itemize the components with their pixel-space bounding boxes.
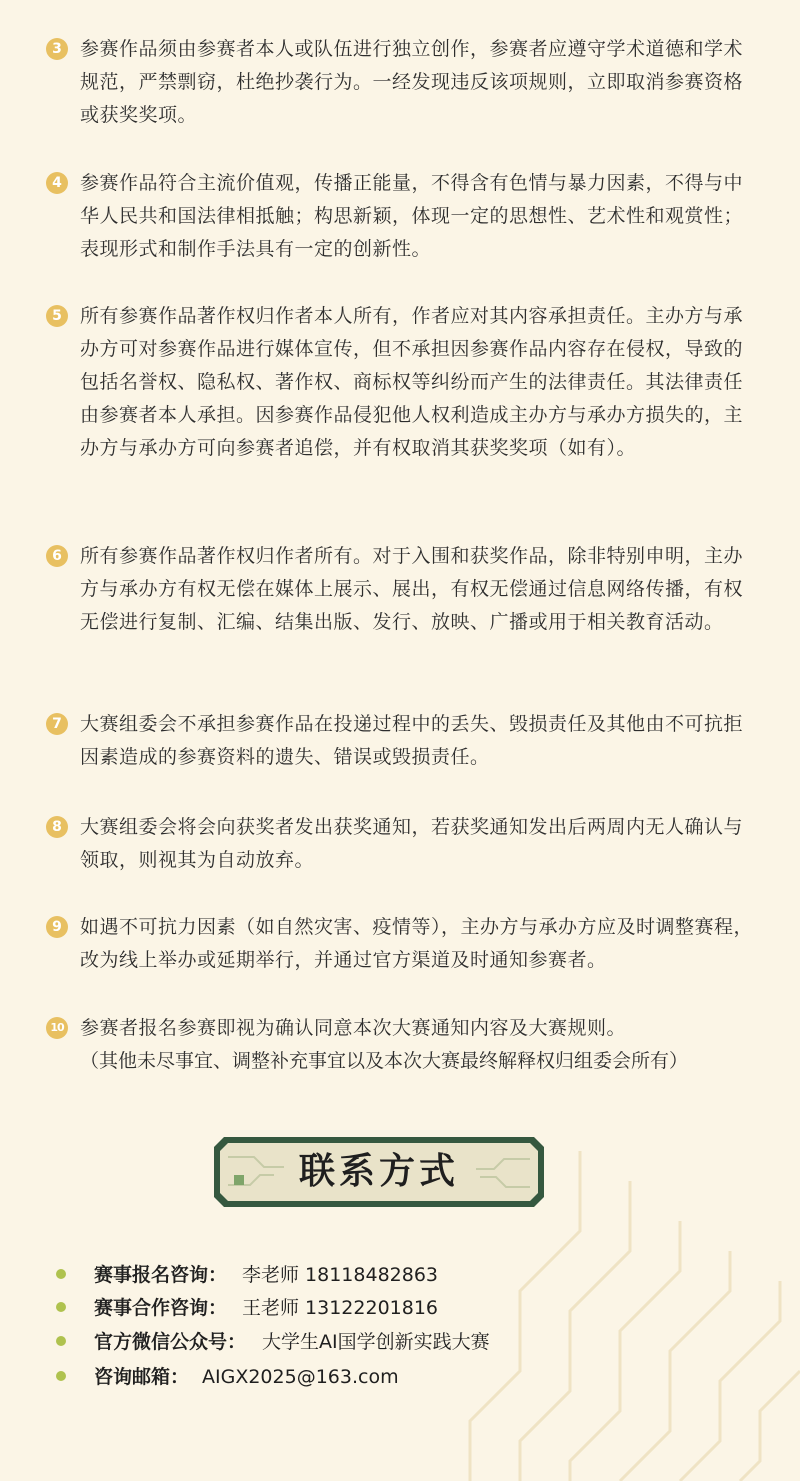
rule-text: 如遇不可抗力因素（如自然灾害、疫情等），主办方与承办方应及时调整赛程，改为线上举办或延期举行，并通过官方渠道及时通知参赛者。 bbox=[80, 916, 754, 971]
rule-text: 所有参赛作品著作权归作者所有。对于入围和获奖作品，除非特别申明，主办方与承办方有权无偿在媒体上展示、展出，有权无偿通过信息网络传播，有权无偿进行复制、汇编、结集出版、发行、放映、广播或用于相关教育活动。 bbox=[80, 545, 744, 633]
contact-item bbox=[56, 1327, 756, 1357]
contact-label: 赛事报名咨询： bbox=[94, 1264, 228, 1286]
contact-title: 联系方式 bbox=[298, 1151, 459, 1192]
contact-title-banner bbox=[214, 1137, 544, 1207]
rule-number-badge: 3 bbox=[46, 38, 68, 60]
rule-number-badge: 10 bbox=[46, 1017, 68, 1039]
bullet-icon bbox=[56, 1269, 66, 1279]
rule-number-badge: 9 bbox=[46, 916, 68, 938]
rule-text: 参赛者报名参赛即视为确认同意本次大赛通知内容及大赛规则。 bbox=[80, 1017, 627, 1039]
contact-value: 王老师 13122201816 bbox=[242, 1297, 439, 1319]
contact-item bbox=[56, 1260, 756, 1290]
bullet-icon bbox=[56, 1336, 66, 1346]
rule-text: 参赛作品须由参赛者本人或队伍进行独立创作，参赛者应遵守学术道德和学术规范，严禁剽窃，杜绝抄袭行为。一经发现违反该项规则，立即取消参赛资格或获奖奖项。 bbox=[80, 38, 744, 126]
rule-text: 参赛作品符合主流价值观，传播正能量，不得含有色情与暴力因素，不得与中华人民共和国法律相抵触；构思新颖，体现一定的思想性、艺术性和观赏性；表现形式和制作手法具有一定的创新性。 bbox=[80, 172, 744, 260]
footnote: （其他未尽事宜、调整补充事宜以及本次大赛最终解释权归组委会所有） bbox=[80, 1050, 689, 1072]
contact-label: 咨询邮箱： bbox=[94, 1366, 190, 1388]
rule-number-badge: 8 bbox=[46, 816, 68, 838]
rule-text: 所有参赛作品著作权归作者本人所有，作者应对其内容承担责任。主办方与承办方可对参赛作品进行媒体宣传，但不承担因参赛作品内容存在侵权，导致的包括名誉权、隐私权、著作权、商标权等纠纷而产生的法律责任。其法律责任由参赛者本人承担。因参赛作品侵犯他人权利造成主办方与承办方损失的，主办方与承办方可向参赛者追偿，并有权取消其获奖奖项（如有）。 bbox=[80, 305, 744, 459]
contact-value: AIGX2025@163.com bbox=[202, 1366, 399, 1388]
rule-number-badge: 4 bbox=[46, 172, 68, 194]
contact-value: 大学生AI国学创新实践大赛 bbox=[262, 1331, 490, 1353]
rule-number-badge: 5 bbox=[46, 305, 68, 327]
bullet-icon bbox=[56, 1302, 66, 1312]
contact-value: 李老师 18118482863 bbox=[242, 1264, 439, 1286]
bullet-icon bbox=[56, 1371, 66, 1381]
rule-number-badge: 6 bbox=[46, 545, 68, 567]
rule-text: 大赛组委会将会向获奖者发出获奖通知，若获奖通知发出后两周内无人确认与领取，则视其为自动放弃。 bbox=[80, 816, 744, 871]
rule-text: 大赛组委会不承担参赛作品在投递过程中的丢失、毁损责任及其他由不可抗拒因素造成的参赛资料的遗失、错误或毁损责任。 bbox=[80, 713, 744, 768]
contact-item bbox=[56, 1293, 756, 1323]
contact-item bbox=[56, 1362, 756, 1392]
contact-label: 赛事合作咨询： bbox=[94, 1297, 228, 1319]
contact-label: 官方微信公众号： bbox=[94, 1331, 247, 1353]
rule-number-badge: 7 bbox=[46, 713, 68, 735]
